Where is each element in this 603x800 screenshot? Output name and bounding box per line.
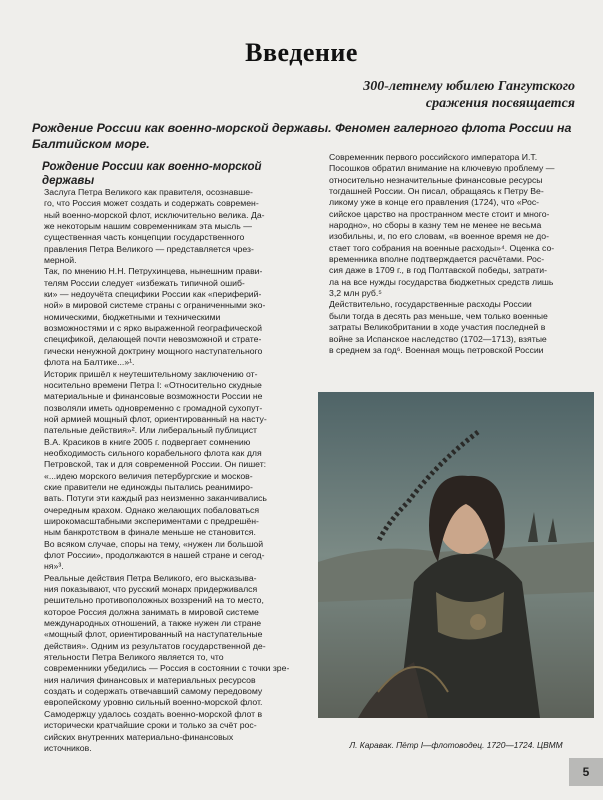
text-line: необходимость сильного корабельного флота как для xyxy=(44,447,262,458)
text-line: международных отношений, а также нужен ли стране xyxy=(44,618,262,629)
text-line: Петровской, так и для современной России. Он пишет: xyxy=(44,459,267,470)
text-line: источников. xyxy=(44,742,92,753)
text-line: в среднем за год⁶. Военная мощь петровской России xyxy=(329,344,544,355)
text-line: решительно противоположных воззрений на то место, xyxy=(44,595,264,606)
paragraph xyxy=(30,187,300,266)
text-line: ной армией мощный флот, ориентированный на насту- xyxy=(44,413,267,424)
paragraph xyxy=(30,369,300,573)
page-number: 5 xyxy=(569,758,603,786)
text-line: европейскому уровню сильный военно-морской флот. xyxy=(44,697,263,708)
text-line: телям России следует «избежать типичной ошиб- xyxy=(44,277,245,288)
text-line: были тогда в десять раз меньше, чем только военные xyxy=(329,310,548,321)
text-line: стает того собрания на военные расходы»⁴. Оценка со- xyxy=(329,242,555,253)
text-line: сийских внутренних материально-финансовых xyxy=(44,731,234,742)
text-line: правления Петра Великого — представляется чрез- xyxy=(44,243,254,254)
text-line: широкомасштабными экспериментами с предрешён- xyxy=(44,515,259,526)
text-line: Так, по мнению Н.Н. Петрухинцева, нынешним прави- xyxy=(44,266,263,277)
text-line: ские правители не единожды пытались реанимиро- xyxy=(44,481,253,492)
text-line: Современник первого российского императора И.Т. xyxy=(329,152,538,162)
text-line: исторически кратчайшие сроки и только за счёт рос- xyxy=(44,720,257,731)
text-line: Реальные действия Петра Великого, его высказыва- xyxy=(44,572,257,583)
text-line: войне за Испанское наследство (1702—1713), взятые xyxy=(329,333,547,344)
lead-heading: Рождение России как военно-морской державы. Феномен галерного флота России на Балтийском море. xyxy=(32,121,572,151)
text-line: тогдашней России. Он писал, обращаясь к Петру Ве- xyxy=(329,186,544,197)
text-line: вать. Потуги эти каждый раз неизменно заканчивались xyxy=(44,493,267,504)
text-line: го, что Россия может создать и содержать современ- xyxy=(44,198,259,209)
text-line: 3,2 млн руб.⁵ xyxy=(329,288,382,299)
text-line: возможностями и с ярко выраженной географической xyxy=(44,323,262,334)
dedication xyxy=(275,78,575,112)
dedication-line-2: сражения посвящается xyxy=(425,96,575,111)
text-line: Действительно, государственные расходы России xyxy=(329,299,532,310)
text-line: ятельности Петра Великого является то, что xyxy=(44,652,224,663)
paragraph xyxy=(30,266,300,368)
text-line: флот России», продолжаются в нашей стране и сегод- xyxy=(44,550,265,560)
portrait-painting xyxy=(318,392,594,718)
text-line: существенная часть концепции государственного xyxy=(44,232,245,243)
text-line: Заслуга Петра Великого как правителя, осознавше- xyxy=(44,187,253,197)
text-line: ня»³. xyxy=(44,561,64,572)
text-line: действия». Одним из результатов государственной де- xyxy=(44,640,266,651)
painting-caption: Л. Каравак. Пётр I—флотоводец. 1720—1724. ЦВММ xyxy=(349,740,563,750)
text-line: ки» — недоучёта специфики России как «периферий- xyxy=(44,289,262,300)
text-line: ликому уже в конце его правления (1724), что «Рос- xyxy=(329,197,540,208)
text-line: Самодержцу удалось создать военно-морской флот в xyxy=(44,708,263,719)
paragraph xyxy=(315,152,591,299)
text-line: В.А. Красиков в книге 2005 г. подвергает сомнению xyxy=(44,436,251,447)
text-line: ной» в мировой системе страны с ограниченными эко- xyxy=(44,300,266,311)
text-line: ла на все нужды государства бюджетных средств лишь xyxy=(329,276,554,287)
text-line: народно», но сборы в казну тем не менее не весьма xyxy=(329,220,542,231)
text-line: ния наличия финансовых и материальных ресурсов xyxy=(44,674,256,685)
left-column xyxy=(30,187,300,754)
text-line: ния показывают, что русский монарх придерживался xyxy=(44,584,258,595)
text-line: Во всяком случае, споры на тему, «нужен ли большой xyxy=(44,538,264,549)
dedication-line-1: 300-летнему юбилею Гангутского xyxy=(363,79,575,94)
text-line: спецификой, делающей почти невозможной и страте- xyxy=(44,334,262,345)
section-title: Рождение России как военно-морской державы xyxy=(42,161,262,187)
text-line: очередным крахом. Однако желающих побаловаться xyxy=(44,504,260,515)
text-line: затраты Великобритании в ходе участия последней в xyxy=(329,322,546,333)
text-line: которое Россия должна занимать в мировой системе xyxy=(44,606,259,617)
text-line: временника вполне подтверждается расчётами. Рос- xyxy=(329,254,545,265)
text-line: Посошков обратил внимание на ключевую проблему — xyxy=(329,163,555,174)
text-line: позволяли иметь одновременно с громадной сухопут- xyxy=(44,402,263,413)
text-line: материальные и финансовые возможности России не xyxy=(44,391,263,402)
text-line: мерной. xyxy=(44,255,77,266)
text-line: создать и содержать отвечавший самому передовому xyxy=(44,686,263,697)
text-line: сия даже в 1709 г., в год Полтавской победы, затрати- xyxy=(329,265,548,276)
text-line: ным банкротством в финале меньше не становится. xyxy=(44,527,256,538)
text-line: «мощный флот, ориентированный на наступательные xyxy=(44,629,263,640)
text-line: относительно незначительные финансовые ресурсы xyxy=(329,174,543,185)
paragraph xyxy=(30,573,300,755)
text-line: пательные действия»². Или либеральный публицист xyxy=(44,425,258,436)
text-line: флота на Балтике...»¹. xyxy=(44,357,135,368)
paragraph xyxy=(315,299,591,356)
text-line: же некоторым нашим современникам эта мысль — xyxy=(44,221,252,232)
text-line: современники убедились — Россия в состоянии с точки зре- xyxy=(44,663,290,674)
text-line: гически ненужной доктрину мощного наступательного xyxy=(44,345,263,356)
text-line: носительно времени Петра I: «Относительно скудные xyxy=(44,379,262,390)
text-line: номическими, бюджетными и техническими xyxy=(44,311,221,322)
text-line: изобильны, и, по его словам, «в военное время не до- xyxy=(329,231,549,242)
page-title: Введение xyxy=(245,38,358,67)
right-column xyxy=(315,152,591,356)
text-line: ный военно-морской флот, исключительно велика. Да- xyxy=(44,209,265,220)
text-line: «...идею морского величия петербургские и москов- xyxy=(44,470,253,481)
text-line: Историк пришёл к неутешительному заключению от- xyxy=(44,368,258,379)
text-line: сийское царство на пространном месте стоит и много- xyxy=(329,208,550,219)
portrait-illustration xyxy=(318,392,594,718)
